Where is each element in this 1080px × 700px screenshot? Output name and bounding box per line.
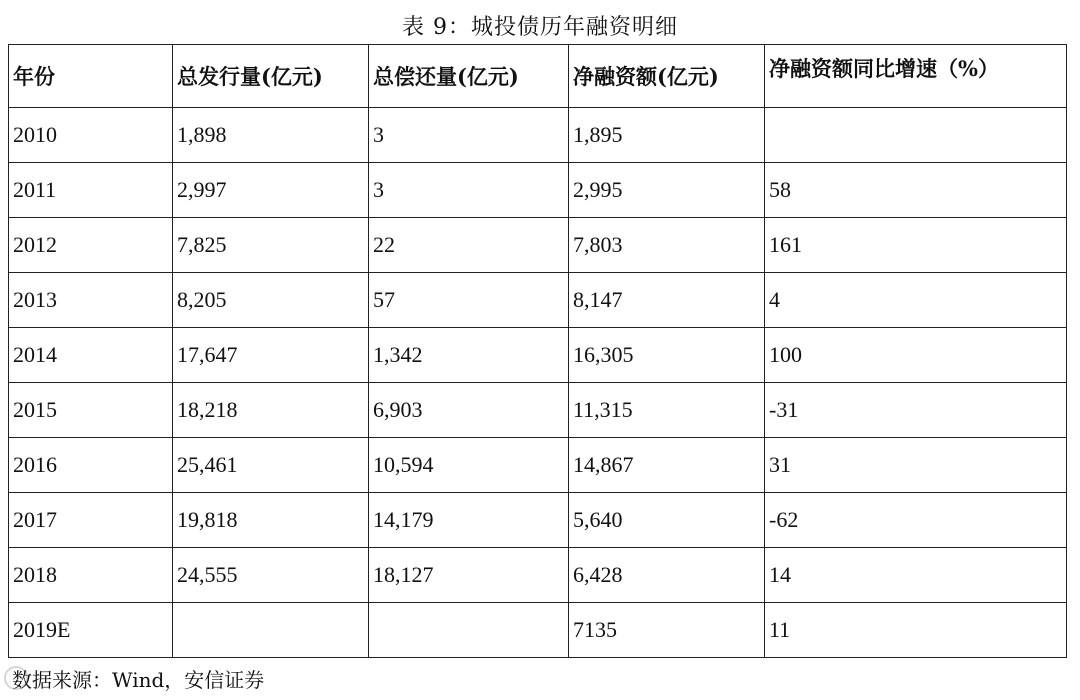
cell-net: 2,995 (569, 163, 765, 218)
table-row (9, 108, 1067, 163)
table-row (9, 493, 1067, 548)
cell-repayment: 22 (369, 218, 569, 273)
cell-repayment: 1,342 (369, 328, 569, 383)
cell-year: 2017 (9, 493, 173, 548)
cell-net: 7135 (569, 603, 765, 658)
cell-growth: 14 (765, 548, 1067, 603)
cell-year: 2016 (9, 438, 173, 493)
header-net-financing: 净融资额(亿元) (569, 45, 765, 108)
cell-issuance: 1,898 (173, 108, 369, 163)
cell-growth (765, 108, 1067, 163)
cell-net: 14,867 (569, 438, 765, 493)
cell-repayment: 6,903 (369, 383, 569, 438)
cell-growth: -62 (765, 493, 1067, 548)
cell-year: 2011 (9, 163, 173, 218)
cell-issuance (173, 603, 369, 658)
table-row (9, 548, 1067, 603)
cell-repayment: 18,127 (369, 548, 569, 603)
cell-issuance: 19,818 (173, 493, 369, 548)
cell-growth: 58 (765, 163, 1067, 218)
cell-issuance: 18,218 (173, 383, 369, 438)
cell-repayment: 3 (369, 163, 569, 218)
cell-issuance: 2,997 (173, 163, 369, 218)
cell-year: 2010 (9, 108, 173, 163)
cell-issuance: 24,555 (173, 548, 369, 603)
table-row (9, 163, 1067, 218)
cell-net: 7,803 (569, 218, 765, 273)
header-year: 年份 (9, 45, 173, 108)
table-row (9, 328, 1067, 383)
cell-net: 11,315 (569, 383, 765, 438)
header-total-repayment: 总偿还量(亿元) (369, 45, 569, 108)
table-row (9, 273, 1067, 328)
cell-net: 6,428 (569, 548, 765, 603)
header-total-issuance: 总发行量(亿元) (173, 45, 369, 108)
cell-growth: 161 (765, 218, 1067, 273)
header-yoy-growth: 净融资额同比增速（%） (765, 45, 1067, 108)
cell-issuance: 8,205 (173, 273, 369, 328)
cell-year: 2019E (9, 603, 173, 658)
data-source-note: 数据来源：Wind，安信证券 (12, 668, 265, 692)
table-row (9, 383, 1067, 438)
cell-net: 5,640 (569, 493, 765, 548)
cell-repayment: 10,594 (369, 438, 569, 493)
cell-year: 2014 (9, 328, 173, 383)
cell-net: 1,895 (569, 108, 765, 163)
table-header-row (9, 45, 1067, 108)
cell-net: 16,305 (569, 328, 765, 383)
cell-year: 2012 (9, 218, 173, 273)
cell-repayment: 14,179 (369, 493, 569, 548)
cell-net: 8,147 (569, 273, 765, 328)
cell-growth: 4 (765, 273, 1067, 328)
cell-issuance: 17,647 (173, 328, 369, 383)
cell-year: 2013 (9, 273, 173, 328)
table-row (9, 438, 1067, 493)
cell-year: 2015 (9, 383, 173, 438)
cell-growth: -31 (765, 383, 1067, 438)
cell-growth: 31 (765, 438, 1067, 493)
table-row (9, 603, 1067, 658)
cell-repayment: 57 (369, 273, 569, 328)
cell-repayment (369, 603, 569, 658)
cell-growth: 11 (765, 603, 1067, 658)
cell-repayment: 3 (369, 108, 569, 163)
table-title: 表 9：城投债历年融资明细 (402, 15, 678, 40)
table-row (9, 218, 1067, 273)
cell-issuance: 25,461 (173, 438, 369, 493)
cell-growth: 100 (765, 328, 1067, 383)
financing-table (8, 44, 1067, 658)
cell-issuance: 7,825 (173, 218, 369, 273)
cell-year: 2018 (9, 548, 173, 603)
